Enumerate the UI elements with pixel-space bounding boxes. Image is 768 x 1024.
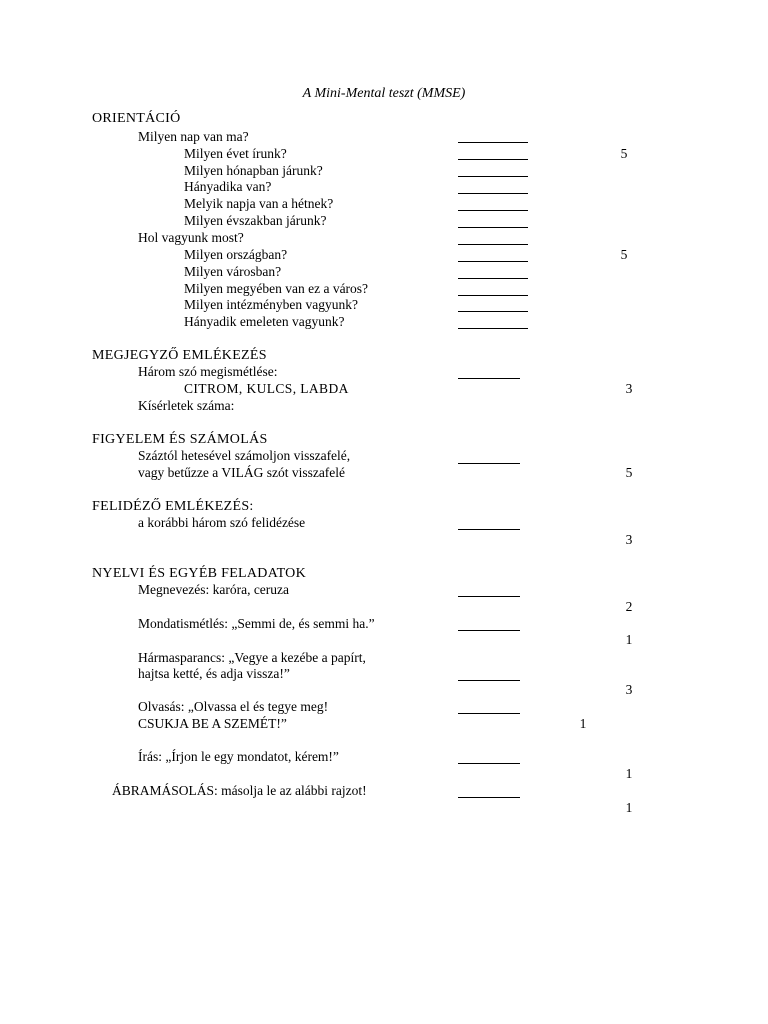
answer-line bbox=[458, 378, 520, 379]
reading-task-2: CSUKJA BE A SZEMÉT!” bbox=[138, 716, 287, 731]
score-repetition: 1 bbox=[625, 632, 633, 647]
answer-line bbox=[458, 529, 520, 530]
reading-task-1: Olvasás: „Olvassa el és tegye meg! bbox=[138, 699, 329, 714]
registration-words: CITROM, KULCS, LABDA bbox=[184, 381, 349, 396]
question-county: Milyen megyében van ez a város? bbox=[184, 281, 369, 296]
question-city: Milyen városban? bbox=[184, 264, 282, 279]
score-registration: 3 bbox=[625, 381, 633, 396]
score-writing: 1 bbox=[625, 766, 633, 781]
naming-task: Megnevezés: karóra, ceruza bbox=[138, 582, 290, 597]
score-reading: 1 bbox=[579, 716, 587, 731]
question-weekday: Melyik napja van a hétnek? bbox=[184, 196, 334, 211]
copying-task: ÁBRAMÁSOLÁS: másolja le az alábbi rajzot! bbox=[112, 783, 367, 798]
answer-line bbox=[458, 630, 520, 631]
score-orientation-time: 5 bbox=[620, 146, 628, 161]
answer-line bbox=[458, 210, 528, 211]
answer-line bbox=[458, 261, 528, 262]
section-heading-recall: FELIDÉZŐ EMLÉKEZÉS: bbox=[92, 499, 254, 514]
answer-line bbox=[458, 596, 520, 597]
answer-line bbox=[458, 142, 528, 143]
section-heading-orientation: ORIENTÁCIÓ bbox=[92, 111, 181, 126]
score-command: 3 bbox=[625, 682, 633, 697]
answer-line bbox=[458, 193, 528, 194]
attention-instruction-1: Száztól hetesével számoljon visszafelé, bbox=[138, 448, 351, 463]
question-season: Milyen évszakban járunk? bbox=[184, 213, 327, 228]
answer-line bbox=[458, 763, 520, 764]
answer-line bbox=[458, 713, 520, 714]
question-where: Hol vagyunk most? bbox=[138, 230, 244, 245]
question-year: Milyen évet írunk? bbox=[184, 146, 287, 161]
repetition-task: Mondatismétlés: „Semmi de, és semmi ha.” bbox=[138, 616, 375, 631]
writing-task: Írás: „Írjon le egy mondatot, kérem!” bbox=[138, 749, 339, 764]
score-naming: 2 bbox=[625, 599, 633, 614]
answer-line bbox=[458, 295, 528, 296]
answer-line bbox=[458, 227, 528, 228]
score-copying: 1 bbox=[625, 800, 633, 815]
section-heading-registration: MEGJEGYZŐ EMLÉKEZÉS bbox=[92, 348, 267, 363]
answer-line bbox=[458, 311, 528, 312]
score-orientation-place: 5 bbox=[620, 247, 628, 262]
question-month: Milyen hónapban járunk? bbox=[184, 163, 323, 178]
score-attention: 5 bbox=[625, 465, 633, 480]
command-task-1: Hármasparancs: „Vegye a kezébe a papírt, bbox=[138, 650, 366, 665]
question-floor: Hányadik emeleten vagyunk? bbox=[184, 314, 345, 329]
answer-line bbox=[458, 176, 528, 177]
score-recall: 3 bbox=[625, 532, 633, 547]
section-heading-attention: FIGYELEM ÉS SZÁMOLÁS bbox=[92, 432, 268, 447]
question-country: Milyen országban? bbox=[184, 247, 288, 262]
question-institution: Milyen intézményben vagyunk? bbox=[184, 297, 358, 312]
question-day: Milyen nap van ma? bbox=[138, 129, 249, 144]
command-task-2: hajtsa ketté, és adja vissza!” bbox=[138, 666, 290, 681]
section-heading-language: NYELVI ÉS EGYÉB FELADATOK bbox=[92, 566, 306, 581]
attention-instruction-2: vagy betűzze a VILÁG szót visszafelé bbox=[138, 465, 346, 480]
registration-instruction: Három szó megismétlése: bbox=[138, 364, 278, 379]
answer-line bbox=[458, 680, 520, 681]
question-date: Hányadika van? bbox=[184, 179, 272, 194]
answer-line bbox=[458, 244, 528, 245]
registration-attempts: Kísérletek száma: bbox=[138, 398, 235, 413]
answer-line bbox=[458, 159, 528, 160]
document-title: A Mini-Mental teszt (MMSE) bbox=[302, 86, 466, 101]
answer-line bbox=[458, 328, 528, 329]
answer-line bbox=[458, 278, 528, 279]
recall-instruction: a korábbi három szó felidézése bbox=[138, 515, 306, 530]
answer-line bbox=[458, 797, 520, 798]
answer-line bbox=[458, 463, 520, 464]
